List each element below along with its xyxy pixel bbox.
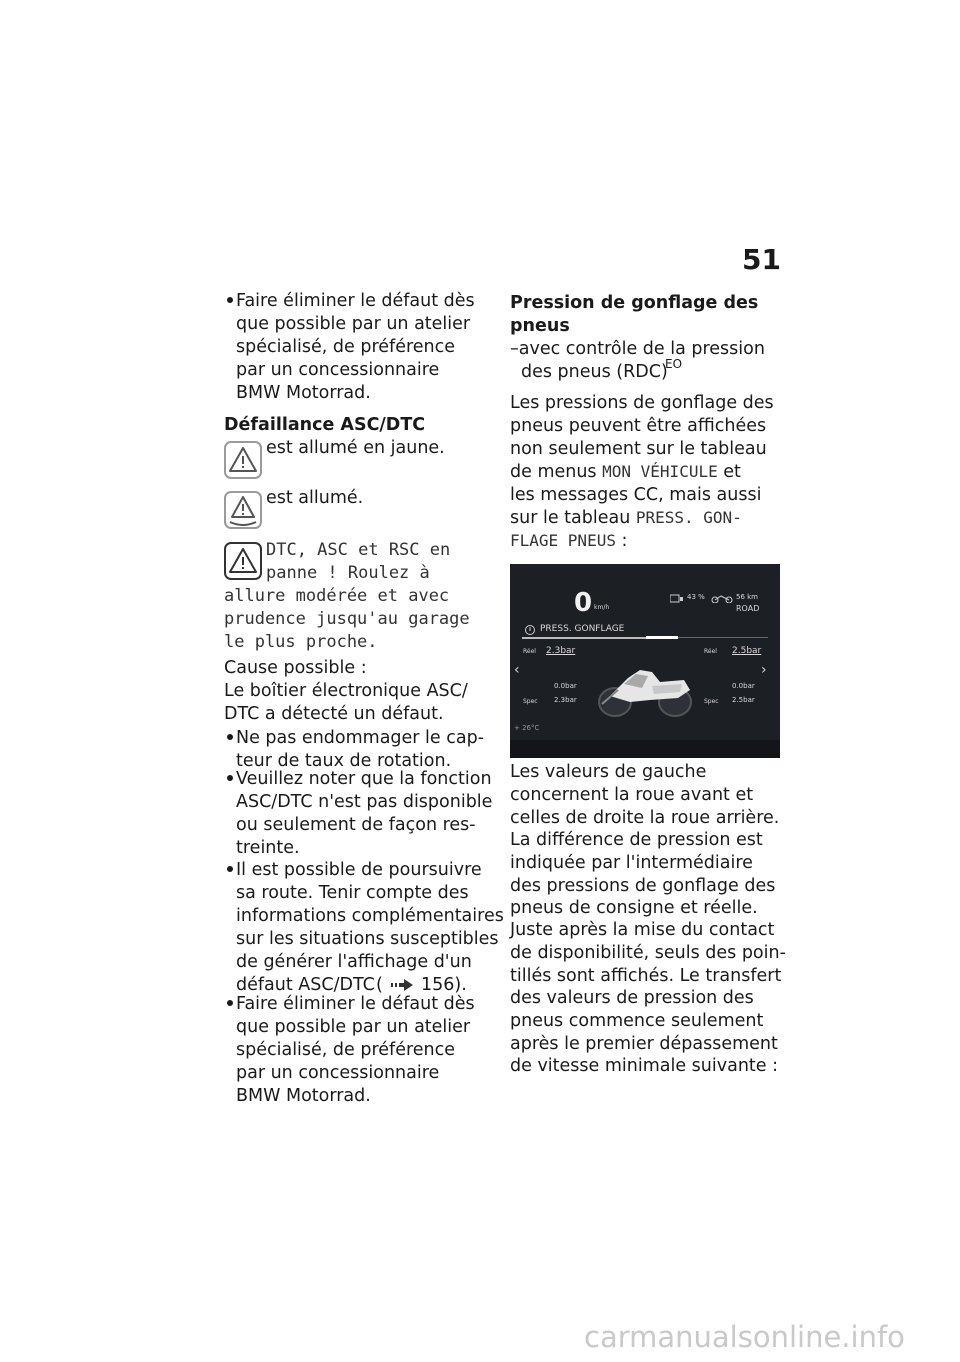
- paragraph-text: des valeurs de pression des: [510, 988, 754, 1008]
- list-item-text: ASC/DTC n'est pas disponible: [236, 792, 493, 812]
- watermark: carmanualsonline.info: [584, 1320, 905, 1354]
- rear-spec-label: Spec: [704, 698, 719, 705]
- paragraph-text: pneus de consigne et réelle.: [510, 898, 758, 918]
- display-message: DTC, ASC et RSC en: [266, 540, 451, 560]
- list-item-text: informations complémentaires: [236, 906, 504, 926]
- list-item-text: Faire éliminer le défaut dès: [236, 994, 475, 1014]
- front-spec-pressure: 2.3bar: [554, 696, 577, 704]
- list-item-text: sur les situations susceptibles: [236, 929, 499, 949]
- screen-bottom-bar: [510, 740, 780, 758]
- paragraph-text: de disponibilité, seuls des poin-: [510, 943, 786, 963]
- list-item-text: BMW Motorrad.: [236, 1086, 371, 1106]
- page-reference-arrow-icon: [391, 979, 413, 991]
- warning-triangle-icon: [224, 441, 262, 479]
- speed-value: 0: [574, 588, 593, 618]
- display-message: le plus proche.: [224, 632, 378, 652]
- cause-text: Le boîtier électronique ASC/: [224, 681, 468, 701]
- icon-description: est allumé en jaune.: [266, 438, 445, 458]
- cause-text: Cause possible :: [224, 658, 367, 678]
- bullet-dot: [227, 866, 233, 872]
- paragraph-text: après le premier dépassement: [510, 1034, 778, 1054]
- menu-underline: [522, 637, 646, 639]
- paragraph-text-part: et: [717, 462, 741, 482]
- range-value: 56 km: [736, 593, 759, 601]
- section-heading: pneus: [510, 316, 570, 336]
- list-item-text: que possible par un atelier: [236, 314, 471, 334]
- page-reference[interactable]: 156).: [421, 975, 467, 995]
- list-item-text: treinte.: [236, 838, 300, 858]
- list-item-text: par un concessionnaire: [236, 360, 440, 380]
- list-item-text: que possible par un atelier: [236, 1017, 471, 1037]
- front-actual-pressure: 2.3bar: [546, 646, 576, 656]
- bullet-dot: [227, 775, 233, 781]
- rear-actual-pressure: 2.5bar: [732, 646, 762, 656]
- paragraph-text: [510, 530, 627, 553]
- fuel-icon: [670, 594, 684, 603]
- cause-text: DTC a détecté un défaut.: [224, 704, 444, 724]
- ambient-temperature: + 26°C: [514, 724, 540, 732]
- paragraph-text: Juste après la mise du contact: [510, 920, 775, 940]
- front-spec-label: Spec: [523, 698, 538, 705]
- paragraph-text: [510, 461, 741, 484]
- page-number: 51: [742, 243, 781, 276]
- list-item-text: Ne pas endommager le cap-: [236, 728, 485, 748]
- display-message: allure modérée et avec: [224, 586, 450, 606]
- rear-deviation: 0.0bar: [732, 682, 755, 690]
- paragraph-text: celles de droite la roue arrière.: [510, 808, 780, 828]
- paragraph-text: Les pressions de gonflage des: [510, 393, 774, 413]
- display-message: panne ! Roulez à: [266, 563, 430, 583]
- menu-track: [678, 637, 768, 638]
- list-item-text: Il est possible de poursuivre: [236, 860, 482, 880]
- riding-mode: ROAD: [736, 604, 760, 613]
- paragraph-text: Les valeurs de gauche: [510, 762, 707, 782]
- list-item-text: sa route. Tenir compte des: [236, 883, 469, 903]
- general-warning-icon: [224, 542, 262, 580]
- menu-name: MON VÉHICULE: [602, 462, 718, 481]
- menu-progress: [646, 636, 678, 639]
- paragraph-text: [510, 507, 742, 530]
- tft-display-screenshot: [510, 564, 780, 758]
- paragraph-text: non seulement sur le tableau: [510, 439, 767, 459]
- list-item-text: par un concessionnaire: [236, 1063, 440, 1083]
- bullet-dot: [227, 734, 233, 740]
- screen-title: PRESS. GONFLAGE: [540, 624, 625, 634]
- section-heading: Pression de gonflage des: [510, 293, 759, 313]
- equipment-note: des pneus (RDC): [521, 362, 668, 382]
- menu-name: FLAGE PNEUS: [510, 531, 616, 550]
- list-item-text: ou seulement de façon res-: [236, 815, 476, 835]
- paragraph-text-part: de menus: [510, 462, 603, 482]
- paragraph-text: de vitesse minimale suivante :: [510, 1056, 779, 1076]
- paragraph-text: concernent la roue avant et: [510, 785, 754, 805]
- paragraph-text: La différence de pression est: [510, 830, 763, 850]
- list-item-text: de générer l'affichage d'un: [236, 952, 472, 972]
- paragraph-text: des pressions de gonflage des: [510, 876, 776, 896]
- icon-description: est allumé.: [266, 488, 364, 508]
- motorcycle-icon: [590, 660, 700, 722]
- paragraph-text-part: :: [615, 531, 628, 551]
- front-deviation: 0.0bar: [554, 682, 577, 690]
- list-item-text: spécialisé, de préférence: [236, 337, 456, 357]
- fuel-level: 43 %: [687, 593, 705, 601]
- list-item-text: teur de taux de rotation.: [236, 751, 452, 771]
- bullet-dot: [227, 1000, 233, 1006]
- list-item-text: Veuillez noter que la fonction: [236, 769, 492, 789]
- chevron-right-icon[interactable]: ›: [761, 662, 767, 678]
- paragraph-text: tillés sont affichés. Le transfert: [510, 966, 782, 986]
- paragraph-text-part: sur le tableau: [510, 508, 636, 528]
- list-item-text: spécialisé, de préférence: [236, 1040, 456, 1060]
- list-item-text: BMW Motorrad.: [236, 383, 371, 403]
- bullet-dot: [227, 297, 233, 303]
- traction-control-icon: [224, 491, 262, 529]
- chevron-left-icon[interactable]: ‹: [514, 662, 520, 678]
- menu-name: PRESS. GON-: [635, 508, 742, 527]
- equipment-code: EO: [665, 357, 683, 371]
- paragraph-text: indiquée par l'intermédiaire: [510, 853, 753, 873]
- section-heading: Défaillance ASC/DTC: [224, 415, 426, 435]
- motorcycle-range-icon: [711, 594, 733, 603]
- list-item-text: Faire éliminer le défaut dès: [236, 291, 475, 311]
- equipment-note: –avec contrôle de la pression: [510, 339, 765, 359]
- paragraph-text: les messages CC, mais aussi: [510, 485, 762, 505]
- front-actual-label: Réel: [523, 648, 536, 655]
- list-item-text: défaut ASC/DTC: [236, 975, 375, 995]
- tire-pressure-icon: [524, 624, 536, 636]
- paragraph-text: pneus commence seulement: [510, 1011, 764, 1031]
- reference-paren: (: [376, 975, 383, 995]
- rear-spec-pressure: 2.5bar: [732, 696, 755, 704]
- rear-actual-label: Réel: [704, 648, 717, 655]
- speed-unit: km/h: [594, 604, 610, 611]
- display-message: prudence jusqu'au garage: [224, 609, 470, 629]
- paragraph-text: pneus peuvent être affichées: [510, 416, 767, 436]
